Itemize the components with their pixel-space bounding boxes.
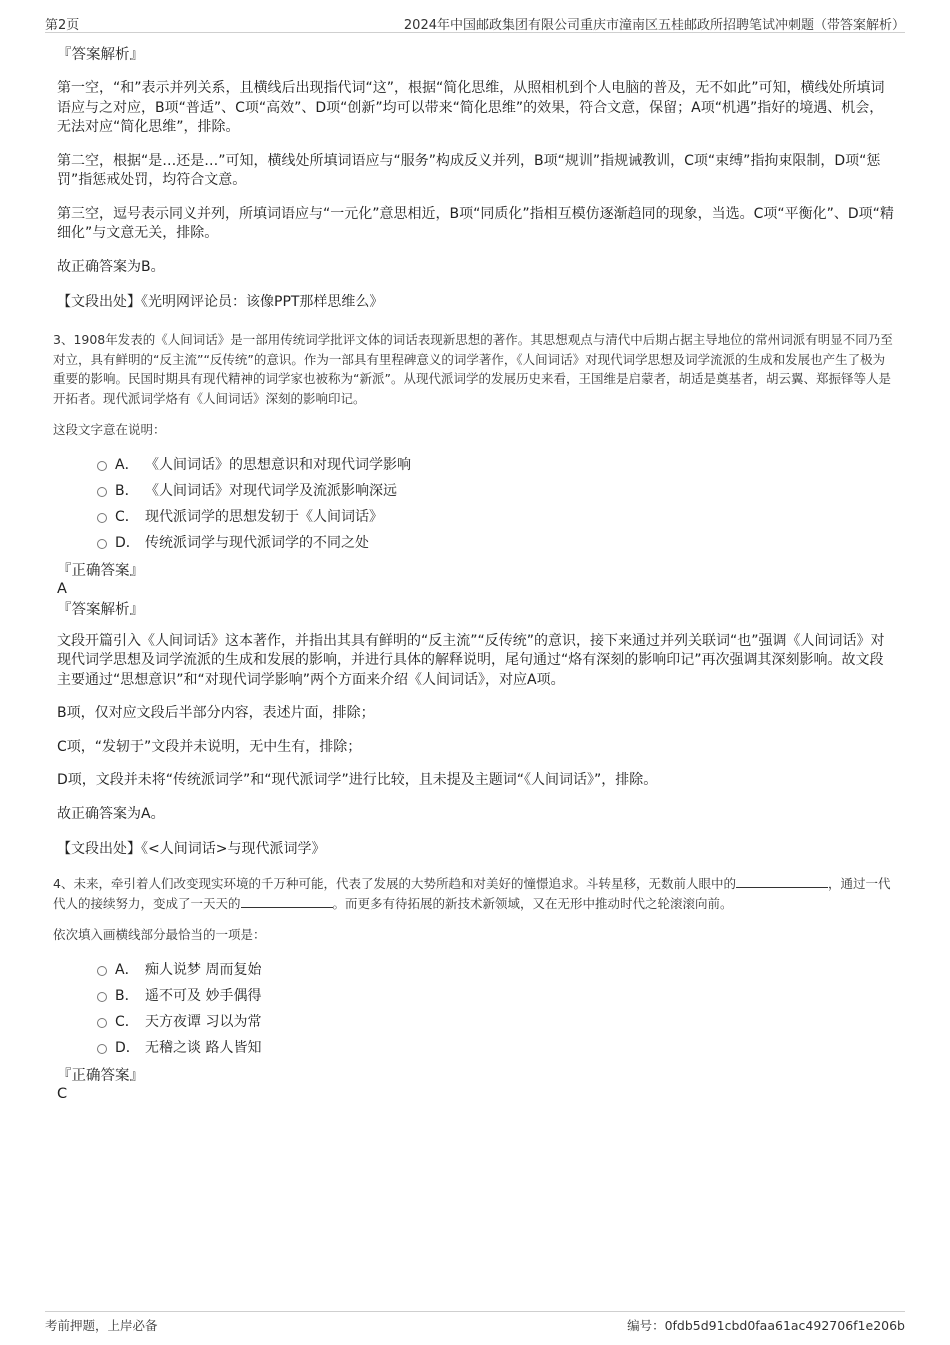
radio-icon[interactable] (97, 539, 107, 549)
q4-stem (53, 874, 897, 913)
q4-option-a[interactable] (57, 957, 897, 983)
page-number: 第2页 (45, 18, 80, 33)
radio-icon[interactable] (97, 1044, 107, 1054)
answer-blank (241, 895, 333, 908)
option-letter: D． (115, 534, 140, 551)
q4-prompt: 依次填入画横线部分最恰当的一项是： (53, 927, 266, 942)
q3-option-d[interactable] (57, 530, 897, 556)
q2-analysis-para-2: 第二空，根据“是…还是…”可知，横线处所填词语应与“服务”构成反义并列，B项“规训”指规诫教训，C项“束缚”指拘束限制，D项“惩罚”指惩戒处罚，均符合文意。 (57, 152, 881, 188)
radio-icon[interactable] (97, 461, 107, 471)
radio-icon[interactable] (97, 487, 107, 497)
q2-analysis-para-3: 第三空，逗号表示同义并列，所填词语应与“一元化”意思相近，B项“同质化”指相互模仿逐渐趋同的现象，当选。C项“平衡化”、D项“精细化”与文意无关，排除。 (57, 205, 894, 241)
radio-icon[interactable] (97, 1018, 107, 1028)
q4-stem-part-1: 4、未来，牵引着人们改变现实环境的千万种可能，代表了发展的大势所趋和对美好的憧憬追求。斗转星移，无数前人眼中的 (53, 876, 736, 891)
q3-source: 【文段出处】《<人间词话>与现代派词学》 (57, 841, 326, 857)
page-footer (45, 1311, 905, 1334)
page-content (53, 46, 897, 1103)
q3-options (57, 452, 897, 556)
option-letter: A． (115, 456, 139, 473)
option-letter: B． (115, 482, 139, 499)
option-letter: C． (115, 1013, 139, 1030)
radio-icon[interactable] (97, 966, 107, 976)
option-letter: D． (115, 1039, 140, 1056)
q3-analysis-para-1: 文段开篇引入《人间词话》这本著作，并指出其具有鲜明的“反主流”“反传统”的意识，接下来通过并列关联词“也”强调《人间词话》对现代词学思想及词学流派的生成和发展的影响，并进行具体的解释说明，尾句通过“烙有深刻的影响印记”再次强调其深刻影响。故文段主要通过“思想意识”和“对现代词学影响”两个方面来介绍《人间词话》，对应A项。 (57, 632, 885, 688)
q3-option-a[interactable] (57, 452, 897, 478)
q4-stem-part-2: ，通过一代代人的接续努力，变成了一天天的 (53, 876, 891, 911)
q3-stem: 3、1908年发表的《人间词话》是一部用传统词学批评文体的词话表现新思想的著作。其思想观点与清代中后期占据主导地位的常州词派有明显不同乃至对立，具有鲜明的“反主流”“反传统”的意识。作为一部具有里程碑意义的词学著作，《人间词话》对现代词学思想及词学流派的生成和发展也产生了极为重要的影响。民国时期具有现代精神的词学家也被称为“新派”。从现代派词学的发展历史来看，王国维是启蒙者，胡适是奠基者，胡云翼、郑振铎等人是开拓者。现代派词学烙有《人间词话》深刻的影响印记。 (53, 332, 893, 406)
q4-stem-part-3: 。而更多有待拓展的新技术新领域，又在无形中推动时代之轮滚滚向前。 (332, 895, 733, 911)
option-text: 痴人说梦 周而复始 (145, 961, 262, 978)
q2-conclusion: 故正确答案为B。 (57, 258, 165, 275)
q4-correct-answer: C (57, 1085, 68, 1102)
option-text: 现代派词学的思想发轫于《人间词话》 (145, 508, 383, 525)
page-header (45, 14, 905, 33)
option-text: 《人间词话》对现代词学及流派影响深远 (145, 482, 397, 499)
radio-icon[interactable] (97, 992, 107, 1002)
footer-slogan: 考前押题，上岸必备 (45, 1318, 158, 1333)
q4-option-c[interactable] (57, 1009, 897, 1035)
option-text: 传统派词学与现代派词学的不同之处 (145, 534, 369, 551)
document-id: 编号：0fdb5d91cbd0faa61ac492706f1e206b (627, 1318, 905, 1333)
q3-analysis-para-2: B项，仅对应文段后半部分内容，表述片面，排除； (57, 705, 375, 721)
q3-analysis-para-3: C项，“发轫于”文段并未说明，无中生有，排除； (57, 738, 362, 755)
answer-blank (736, 875, 828, 888)
q4-option-b[interactable] (57, 983, 897, 1009)
q3-analysis-label: 『答案解析』 (57, 601, 144, 618)
q3-analysis-para-4: D项，文段并未将“传统派词学”和“现代派词学”进行比较，且未提及主题词“《人间词话》”，排除。 (57, 772, 658, 788)
radio-icon[interactable] (97, 513, 107, 523)
q3-option-b[interactable] (57, 478, 897, 504)
option-text: 天方夜谭 习以为常 (145, 1013, 262, 1030)
option-text: 无稽之谈 路人皆知 (145, 1039, 262, 1056)
q3-correct-label: 『正确答案』 (57, 562, 144, 579)
q4-correct-label: 『正确答案』 (57, 1067, 144, 1084)
q3-correct-answer: A (57, 580, 67, 597)
q2-source: 【文段出处】《光明网评论员：该像PPT那样思维么》 (57, 294, 384, 310)
q2-analysis-label: 『答案解析』 (57, 47, 144, 63)
q3-conclusion: 故正确答案为A。 (57, 805, 165, 822)
q4-options (57, 957, 897, 1061)
option-letter: C． (115, 508, 139, 525)
q4-option-d[interactable] (57, 1035, 897, 1061)
option-letter: B． (115, 987, 139, 1004)
option-text: 遥不可及 妙手偶得 (145, 987, 262, 1004)
q3-option-c[interactable] (57, 504, 897, 530)
option-text: 《人间词话》的思想意识和对现代词学影响 (145, 456, 411, 473)
q2-analysis-para-1: 第一空，“和”表示并列关系，且横线后出现指代词“这”，根据“简化思维，从照相机到个人电脑的普及，无不如此”可知，横线处所填词语应与之对应，B项“普适”、C项“高效”、D项“创新”均可以带来“简化思维”的效果，符合文意，保留；A项“机遇”指好的境遇、机会，无法对应“简化思维”，排除。 (57, 80, 885, 135)
option-letter: A． (115, 961, 139, 978)
q3-prompt: 这段文字意在说明： (53, 422, 166, 437)
document-title: 2024年中国邮政集团有限公司重庆市潼南区五桂邮政所招聘笔试冲刺题（带答案解析） (403, 18, 905, 33)
